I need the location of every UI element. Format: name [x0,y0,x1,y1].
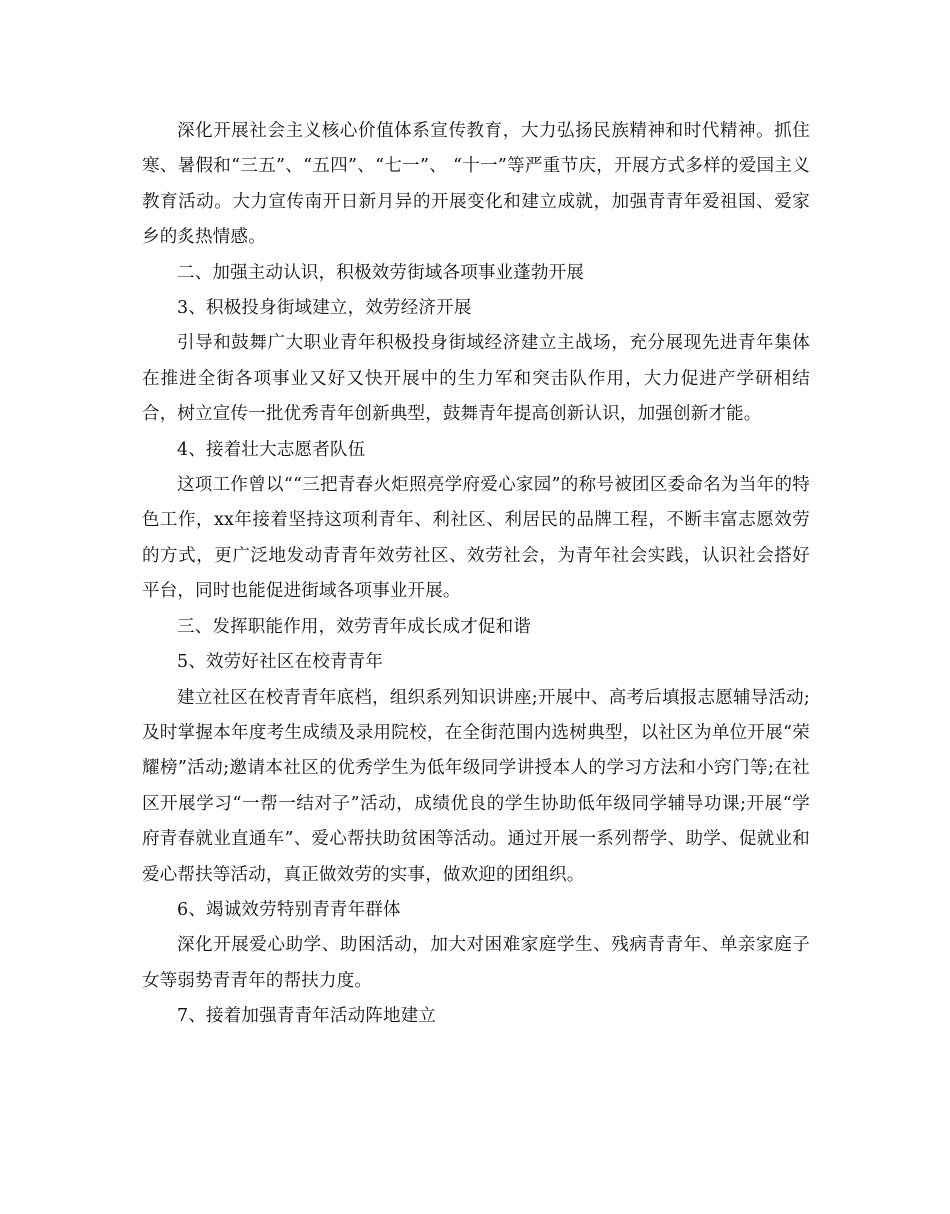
item-heading-3: 3、积极投身街域建立，效劳经济开展 [177,298,472,319]
item-heading-7: 7、接着加强青青年活动阵地建立 [177,1006,437,1027]
body-paragraph-national-spirit: 深化开展社会主义核心价值体系宣传教育，大力弘扬民族精神和时代精神。抓住寒、暑假和“三五”、“五四”、“七一”、 “十一”等严重节庆，开展方式多样的爱国主义教育活动。大力宣传南开日新月异的开展变化和建立成就，加强青青年爱祖国、爱家乡的炙热情感。 [142,121,810,248]
document-body [142,114,810,1035]
item-heading-6: 6、竭诚效劳特别青青年群体 [177,899,401,920]
section-heading-three: 三、发挥职能作用，效劳青年成长成才促和谐 [177,616,531,637]
body-paragraph-students: 建立社区在校青青年底档，组织系列知识讲座;开展中、高考后填报志愿辅导活动;及时掌握本年度考生成绩及录用院校，在全街范围内选树典型，以社区为单位开展“荣耀榜”活动;邀请本社区的优秀学生为低年级同学讲授本人的学习方法和小窍门等;在社区开展学习“一帮一结对子”活动，成绩优良的学生协助低年级同学辅导功课;开展“学府青春就业直通车”、爱心帮扶助贫困等活动。通过开展一系列帮学、助学、促就业和爱心帮扶等活动，真正做效劳的实事，做欢迎的团组织。 [142,687,810,885]
body-paragraph-special-groups: 深化开展爱心助学、助困活动，加大对困难家庭学生、残病青青年、单亲家庭子女等弱势青青年的帮扶力度。 [142,935,810,991]
body-paragraph-economy: 引导和鼓舞广大职业青年积极投身街域经济建立主战场，充分展现先进青年集体在推进全街各项事业又好又快开展中的生力军和突击队作用，大力促进产学研相结合，树立宣传一批优秀青年创新典型，鼓舞青年提高创新认识，加强创新才能。 [142,333,810,425]
body-paragraph-volunteers: 这项工作曾以““三把青春火炬照亮学府爱心家园”的称号被团区委命名为当年的特色工作，xx年接着坚持这项利青年、利社区、利居民的品牌工程，不断丰富志愿效劳的方式，更广泛地发动青青年效劳社区、效劳社会，为青年社会实践，认识社会搭好平台，同时也能促进街域各项事业开展。 [142,475,810,602]
item-heading-4: 4、接着壮大志愿者队伍 [177,439,366,460]
section-heading-two: 二、加强主动认识，积极效劳街域各项事业蓬勃开展 [177,262,585,283]
item-heading-5: 5、效劳好社区在校青青年 [177,652,384,673]
